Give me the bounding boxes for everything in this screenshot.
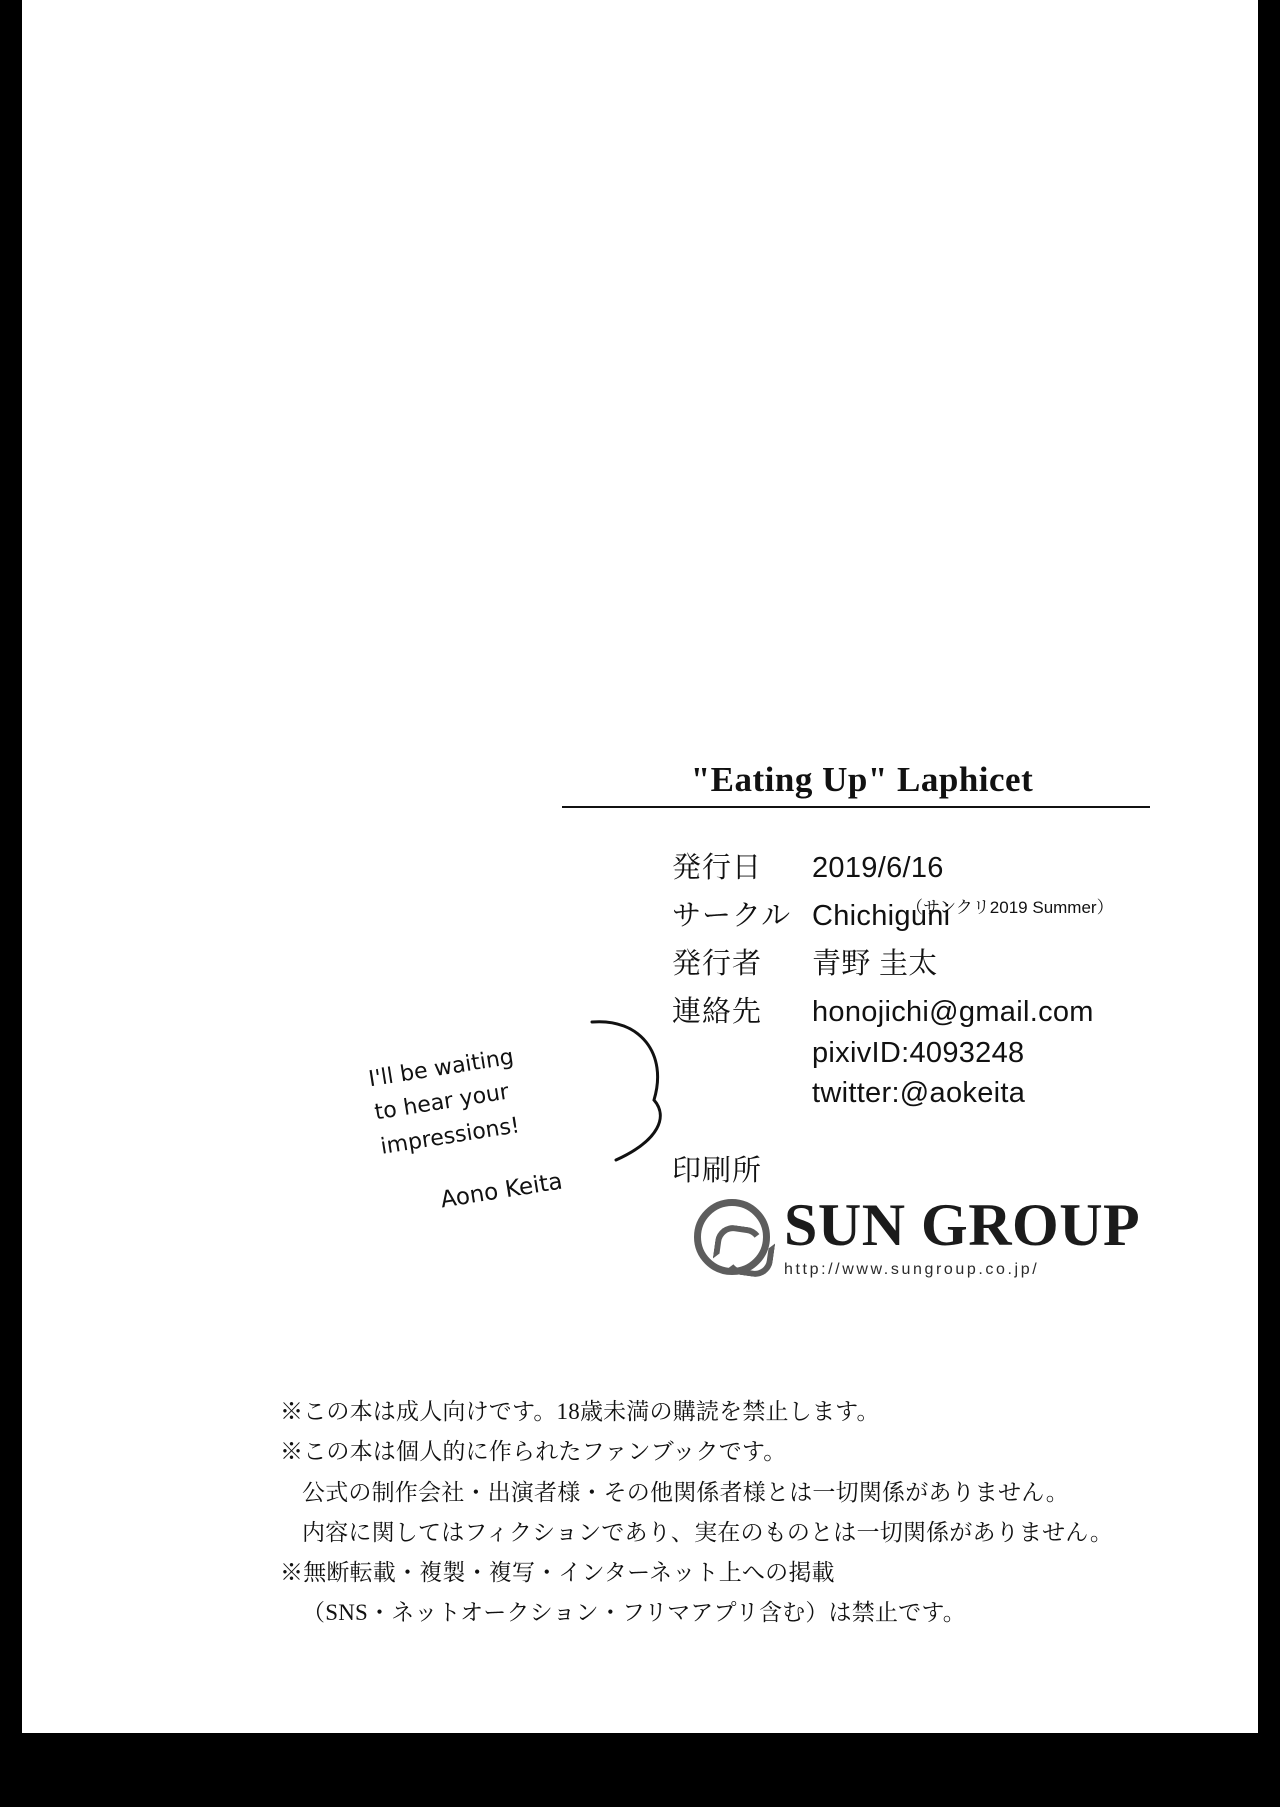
page-title: "Eating Up" Laphicet [690, 760, 1034, 799]
colophon-value: honojichi@gmail.com [812, 996, 1094, 1028]
printer-name: SUN GROUP [784, 1192, 1141, 1258]
logo-text-wrap [784, 1192, 1141, 1279]
notices-block [280, 1392, 1140, 1634]
title-underline [562, 806, 1150, 808]
notice-line: （SNS・ネットオークション・フリマアプリ含む）は禁止です。 [302, 1600, 966, 1626]
colophon-value: 2019/6/16 [812, 852, 944, 884]
colophon-row [672, 845, 1232, 886]
colophon-label: サークル [672, 900, 792, 932]
colophon-value: twitter:@aokeita [812, 1077, 1026, 1109]
sun-group-logo [694, 1192, 1141, 1279]
printer-label: 印刷所 [672, 1155, 763, 1187]
colophon-value: 青野 圭太 [812, 948, 938, 980]
artist-signature: Aono Keita [438, 1168, 565, 1214]
page-canvas [22, 0, 1258, 1733]
message-line-1: I'll be waiting [366, 1044, 516, 1093]
event-note: （サンクリ2019 Summer） [906, 898, 1114, 917]
notice-line: 内容に関してはフィクションであり、実在のものとは一切関係がありません。 [302, 1519, 1114, 1545]
colophon-value: pixivID:4093248 [812, 1037, 1025, 1069]
notice-line: ※この本は成人向けです。18歳未満の購読を禁止します。 [280, 1399, 880, 1424]
message-line-3: impressions! [378, 1113, 522, 1160]
colophon-row [672, 1037, 1232, 1070]
notice-line: ※無断転載・複製・複写・インターネット上への掲載 [280, 1560, 835, 1585]
sun-swirl-icon [694, 1199, 770, 1275]
colophon-row [672, 1077, 1232, 1110]
handwritten-message [352, 1044, 612, 1160]
speech-bubble-tail-icon [582, 1008, 692, 1208]
colophon-value: Chichiguni [812, 900, 951, 932]
title-block [562, 760, 1162, 808]
colophon-label: 連絡先 [672, 996, 763, 1028]
message-line-2: to hear your [372, 1079, 511, 1126]
notice-line: ※この本は個人的に作られたファンブックです。 [280, 1439, 787, 1465]
printer-url: http://www.sungroup.co.jp/ [784, 1261, 1040, 1278]
colophon-row [672, 941, 1232, 982]
notice-line: 公式の制作会社・出演者様・その他関係者様とは一切関係がありません。 [302, 1479, 1069, 1505]
colophon-row [672, 989, 1232, 1030]
colophon-label: 発行日 [672, 852, 763, 884]
colophon-table [672, 845, 1232, 1117]
colophon-label: 発行者 [672, 948, 763, 980]
